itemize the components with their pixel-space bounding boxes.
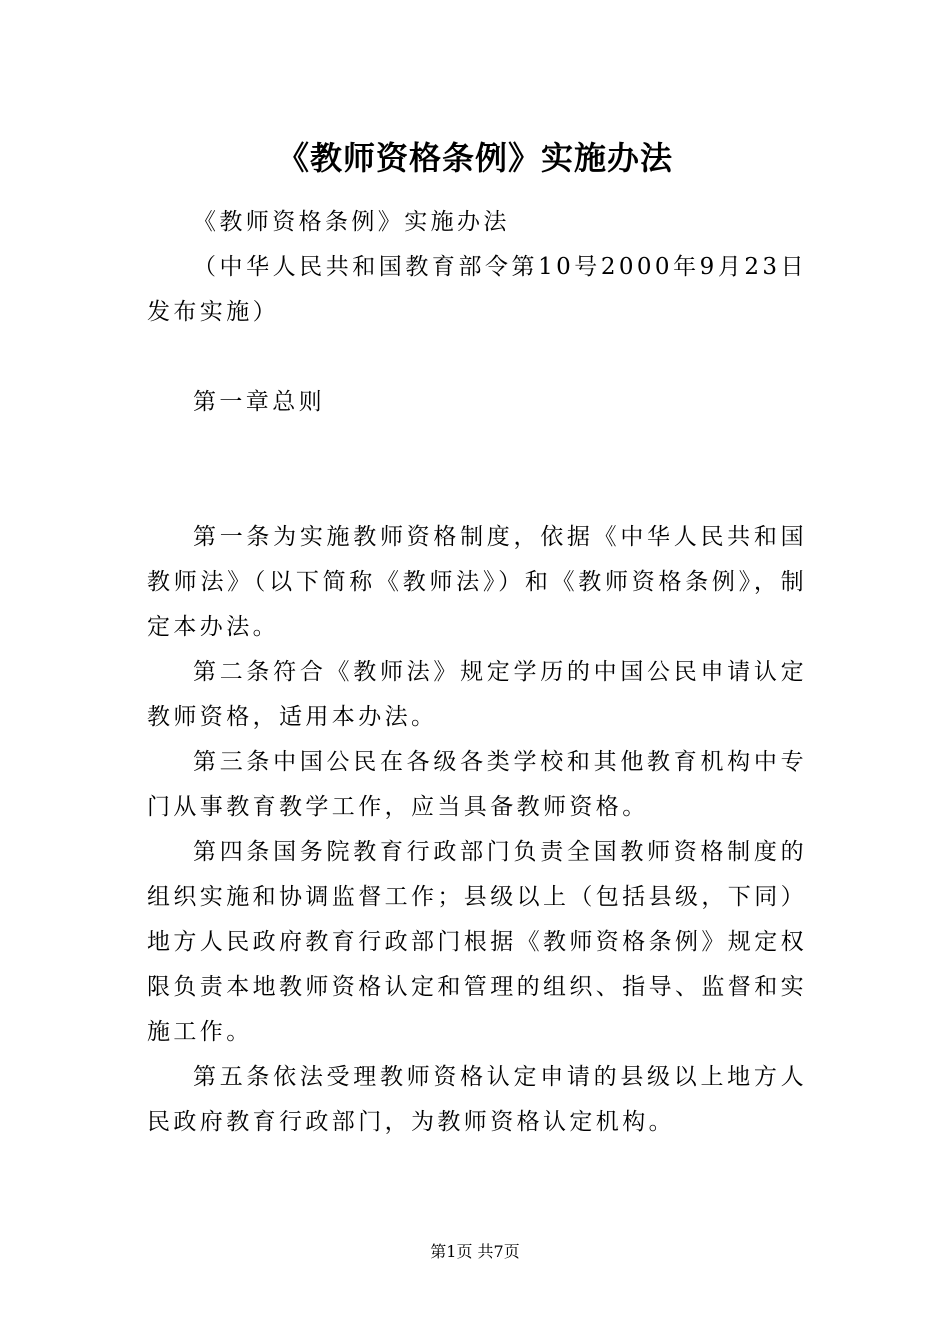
- article-4-paragraph: 第四条国务院教育行政部门负责全国教师资格制度的组织实施和协调监督工作；县级以上（包括县级，下同）地方人民政府教育行政部门根据《教师资格条例》规定权限负责本地教师资格认定和管理的组织、指导、监督和实施工作。: [147, 839, 807, 1045]
- article-3-paragraph: 第三条中国公民在各级各类学校和其他教育机构中专门从事教育教学工作，应当具备教师资格。: [147, 749, 807, 820]
- chapter-heading: 第一章总则: [193, 389, 325, 415]
- article-1-paragraph: 第一条为实施教师资格制度，依据《中华人民共和国教师法》（以下简称《教师法》）和《教师资格条例》，制定本办法。: [147, 524, 807, 640]
- document-title: 《教师资格条例》实施办法: [276, 139, 673, 177]
- spacer: [147, 425, 807, 515]
- issue-note-paragraph: （中华人民共和国教育部令第10号2000年9月23日发布实施）: [147, 254, 807, 325]
- document-body: [147, 200, 807, 1145]
- subtitle-paragraph: 《教师资格条例》实施办法: [193, 209, 510, 235]
- article-2-paragraph: 第二条符合《教师法》规定学历的中国公民申请认定教师资格，适用本办法。: [147, 659, 807, 730]
- article-5-paragraph: 第五条依法受理教师资格认定申请的县级以上地方人民政府教育行政部门，为教师资格认定机构。: [147, 1064, 807, 1135]
- spacer: [147, 335, 807, 380]
- page-number-footer: 第1页 共7页: [430, 1242, 520, 1261]
